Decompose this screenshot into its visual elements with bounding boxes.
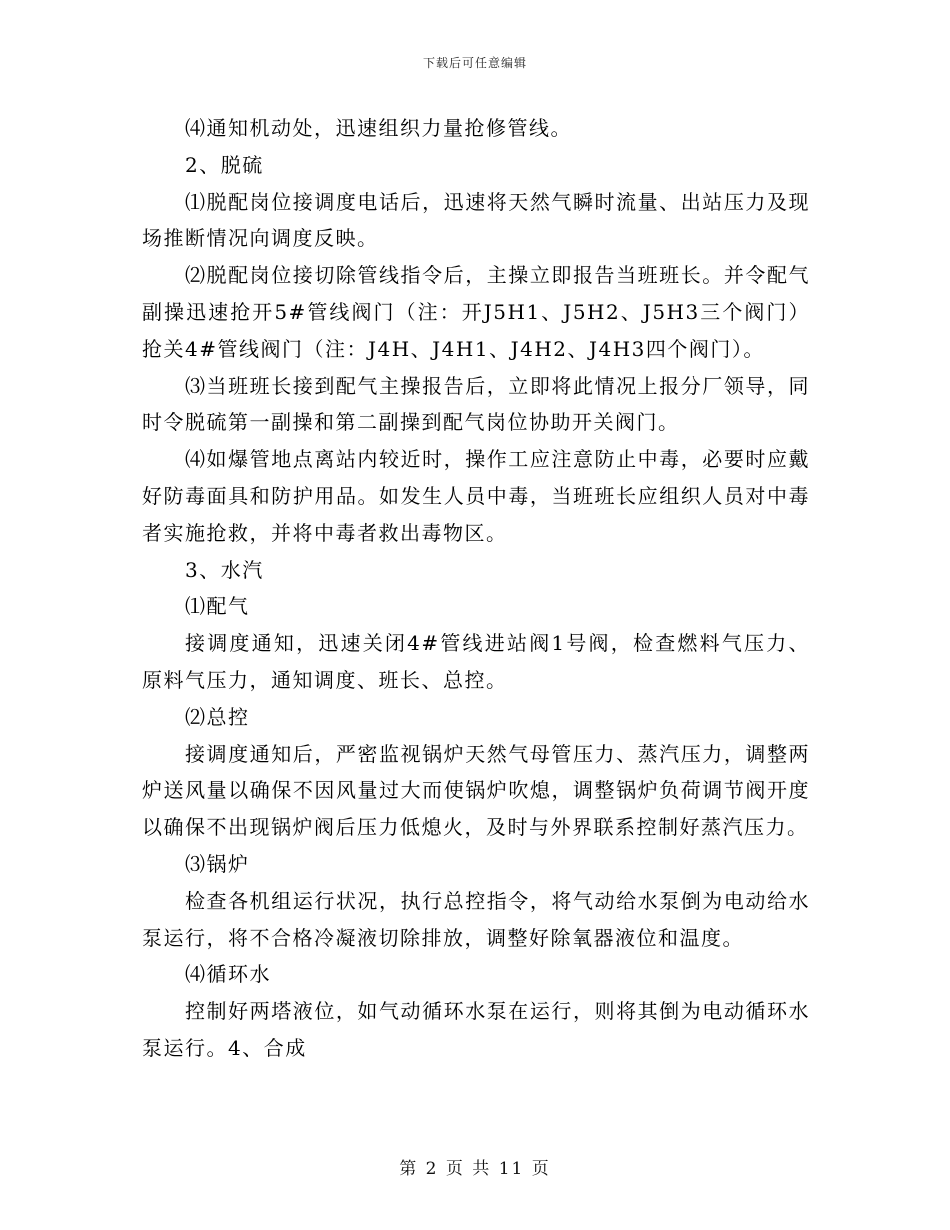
paragraph-desulfurization-3: ⑶当班班长接到配气主操报告后，立即将此情况上报分厂领导，同时令脱硫第一副操和第二副操到配气岗位协助开关阀门。	[142, 373, 810, 435]
paragraph-gas-distribution: 接调度通知，迅速关闭4#管线进站阀1号阀，检查燃料气压力、原料气压力，通知调度、班长、总控。	[142, 631, 810, 692]
subheading-boiler: ⑶锅炉	[185, 851, 250, 876]
page-header: 下载后可任意编辑	[422, 56, 527, 70]
paragraph-notify-mechanical-dept: ⑷通知机动处，迅速组织力量抢修管线。	[185, 116, 572, 140]
paragraph-desulfurization-4: ⑷如爆管地点离站内较近时，操作工应注意防止中毒，必要时应戴好防毒面具和防护用品。如发生人员中毒，当班班长应组织人员对中毒者实施抢救，并将中毒者救出毒物区。	[142, 447, 810, 545]
section-heading-desulfurization: 2、脱硫	[185, 152, 264, 177]
subheading-gas-distribution: ⑴配气	[185, 594, 250, 619]
paragraph-desulfurization-2: ⑵脱配岗位接切除管线指令后，主操立即报告当班班长。并令配气副操迅速抢开5#管线阀门（注：开J5H1、J5H2、J5H3三个阀门）抢关4#管线阀门（注：J4H、J4H1、J4H2、J4H3四个阀门）。	[142, 263, 810, 361]
paragraph-circulating-water: 控制好两塔液位，如气动循环水泵在运行，则将其倒为电动循环水泵运行。4、合成	[142, 999, 810, 1060]
paragraph-desulfurization-1: ⑴脱配岗位接调度电话后，迅速将天然气瞬时流量、出站压力及现场推断情况向调度反映。	[142, 189, 810, 251]
section-heading-water-steam: 3、水汽	[185, 557, 264, 582]
page-footer: 第 2 页 共 11 页	[399, 1159, 551, 1179]
paragraph-boiler: 检查各机组运行状况，执行总控指令，将气动给水泵倒为电动给水泵运行，将不合格冷凝液切除排放，调整好除氧器液位和温度。	[142, 888, 810, 950]
paragraph-central-control: 接调度通知后，严密监视锅炉天然气母管压力、蒸汽压力，调整两炉送风量以确保不因风量过大而使锅炉吹熄，调整锅炉负荷调节阀开度以确保不出现锅炉阀后压力低熄火，及时与外界联系控制好蒸汽压力。	[142, 741, 810, 840]
document-body	[142, 110, 810, 1067]
subheading-circulating-water: ⑷循环水	[185, 962, 271, 987]
subheading-central-control: ⑵总控	[185, 704, 250, 729]
